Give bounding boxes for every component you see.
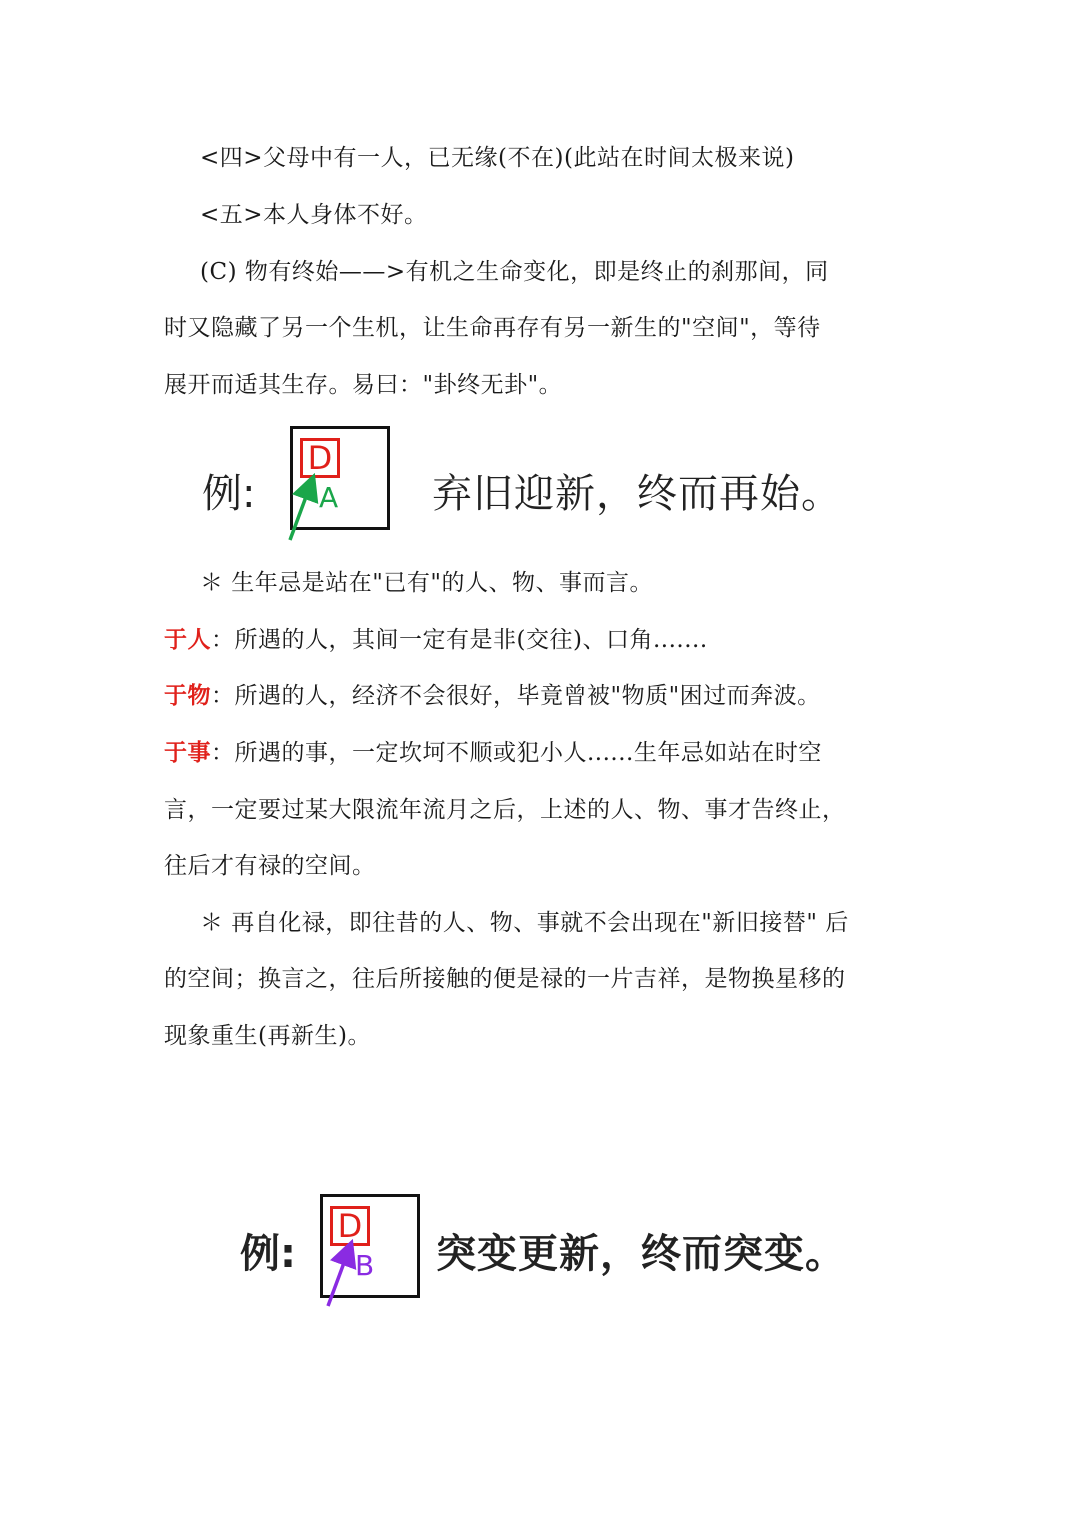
note-shi-line3: 往后才有禄的空间。 (164, 853, 376, 879)
note-2-line2: 的空间；换言之，往后所接触的便是禄的一片吉祥，是物换星移的 (164, 966, 846, 992)
wu-text: ：所遇的人，经济不会很好，毕竟曾被"物质"困过而奔波。 (211, 683, 821, 709)
example-2-caption: 突变更新，终而突变。 (436, 1231, 846, 1277)
note-shi (164, 737, 822, 769)
example-1-label: 例: (202, 471, 256, 517)
b-letter: B (355, 1249, 375, 1282)
paragraph-c-line2: 时又隐藏了另一个生机，让生命再存有另一新生的"空间"，等待 (164, 315, 821, 341)
paragraph-c-line1: (C) 物有终始——>有机之生命变化，即是终止的刹那间，同 (200, 259, 829, 285)
shi-text: ：所遇的事，一定坎坷不顺或犯小人......生年忌如站在时空 (211, 740, 822, 766)
ren-text: ：所遇的人，其间一定有是非(交往)、口角....... (211, 627, 708, 653)
note-2-line3: 现象重生(再新生)。 (164, 1023, 371, 1049)
note-1: ＊ 生年忌是站在"已有"的人、物、事而言。 (200, 570, 653, 596)
example-1-caption: 弃旧迎新，终而再始。 (432, 471, 842, 517)
note-shi-line2: 言，一定要过某大限流年流月之后，上述的人、物、事才告终止， (164, 797, 846, 823)
note-2-line1: ＊ 再自化禄，即往昔的人、物、事就不会出现在"新旧接替" 后 (200, 910, 849, 936)
note-wu (164, 680, 821, 712)
wu-label: 于物 (164, 683, 211, 709)
d-star-box: D (330, 1206, 370, 1246)
green-arrow-icon (284, 470, 324, 542)
paragraph-five: <五>本人身体不好。 (200, 202, 428, 228)
paragraph-four: <四>父母中有一人，已无缘(不在)(此站在时间太极来说) (200, 145, 795, 171)
example-2-label: 例: (240, 1231, 296, 1277)
purple-arrow-icon (322, 1236, 362, 1308)
a-letter: A (319, 481, 339, 514)
note-ren (164, 624, 708, 656)
ren-label: 于人 (164, 627, 211, 653)
shi-label: 于事 (164, 740, 211, 766)
d-star-box: D (300, 438, 340, 478)
paragraph-c-line3: 展开而适其生存。易曰："卦终无卦"。 (164, 372, 563, 398)
